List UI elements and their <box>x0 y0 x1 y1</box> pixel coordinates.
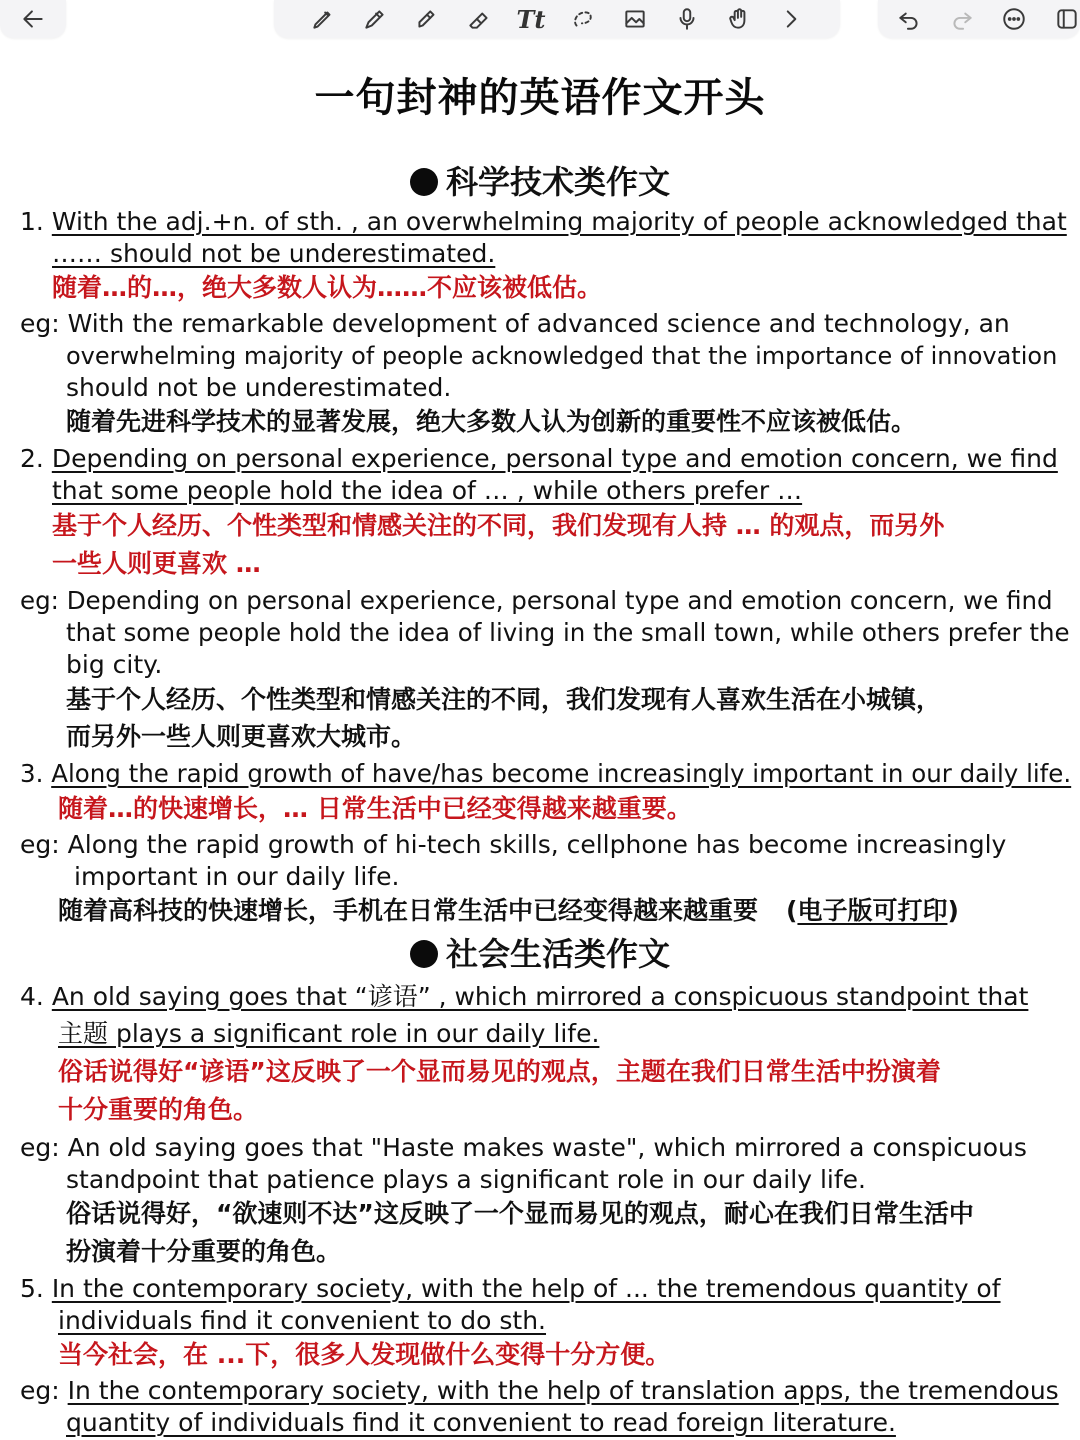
template-translation: 随着…的…，绝大多数人认为……不应该被低估。 <box>52 273 603 302</box>
image-icon[interactable] <box>620 4 650 34</box>
redo-icon[interactable] <box>949 4 976 34</box>
page-title: 一句封神的英语作文开头 <box>314 75 766 121</box>
template-translation: 俗话说得好“谚语”这反映了一个显而易见的观点，主题在我们日常生活中扮演着 <box>58 1057 941 1086</box>
printable-note-link[interactable]: 电子版可打印 <box>797 896 948 925</box>
item-4-heading: 4. An old saying goes that “谚语” , which mirrored a conspicuous standpoint that <box>20 982 1029 1011</box>
template-sentence-cont: …… should not be underestimated. <box>52 239 496 268</box>
example-translation: 随着高科技的快速增长，手机在日常生活中已经变得越来越重要 (电子版可打印) <box>58 896 959 925</box>
more-icon[interactable] <box>1001 4 1028 34</box>
pen-icon[interactable] <box>308 4 338 34</box>
tool-palette <box>274 0 840 38</box>
example-line: eg: With the remarkable development of advanced science and technology, an <box>20 309 1010 338</box>
hand-gesture-icon[interactable] <box>724 4 754 34</box>
example-line: quantity of individuals find it convenient to read foreign literature. <box>66 1408 896 1437</box>
chevron-right-icon[interactable] <box>776 4 806 34</box>
item-5-heading: 5. In the contemporary society, with the help of ... the tremendous quantity of <box>20 1274 1001 1303</box>
example-translation: 随着先进科学技术的显著发展，绝大多数人认为创新的重要性不应该被低估。 <box>66 407 917 436</box>
back-arrow-icon <box>18 4 48 34</box>
text-tool-icon[interactable]: Tt <box>516 4 546 34</box>
template-sentence-cont: that some people hold the idea of … , while others prefer … <box>52 476 803 505</box>
template-translation: 一些人则更喜欢 … <box>52 549 261 578</box>
template-translation: 十分重要的角色。 <box>58 1095 259 1124</box>
template-translation: 当今社会，在 ...下，很多人发现做什么变得十分方便。 <box>58 1340 671 1369</box>
action-bar <box>878 0 1080 38</box>
example-line: that some people hold the idea of living in the small town, while others prefer the <box>66 618 1070 647</box>
pencil-icon[interactable] <box>360 4 390 34</box>
undo-icon[interactable] <box>896 4 923 34</box>
toolbar <box>0 0 1080 40</box>
lasso-icon[interactable] <box>568 4 598 34</box>
item-2-heading: 2. Depending on personal experience, personal type and emotion concern, we find <box>20 444 1058 473</box>
template-translation: 基于个人经历、个性类型和情感关注的不同，我们发现有人持 … 的观点，而另外 <box>52 511 945 540</box>
bullet-dot-icon <box>410 940 438 968</box>
pages-icon[interactable] <box>1054 4 1080 34</box>
highlighter-icon[interactable] <box>412 4 442 34</box>
example-line: should not be underestimated. <box>66 373 452 402</box>
example-line: standpoint that patience plays a significant role in our daily life. <box>66 1165 866 1194</box>
template-sentence-cont: individuals find it convenient to do sth. <box>58 1306 547 1335</box>
section-heading-science: 科学技术类作文 <box>0 162 1080 202</box>
example-line: eg: In the contemporary society, with the help of translation apps, the tremendous <box>20 1376 1059 1405</box>
example-translation: 基于个人经历、个性类型和情感关注的不同，我们发现有人喜欢生活在小城镇， <box>66 685 942 714</box>
item-1-heading: 1. With the adj.+n. of sth. , an overwhelming majority of people acknowledged that <box>20 207 1067 236</box>
example-line: eg: Along the rapid growth of hi-tech skills, cellphone has become increasingly <box>20 830 1007 859</box>
microphone-icon[interactable] <box>672 4 702 34</box>
example-line: overwhelming majority of people acknowledged that the importance of innovation <box>66 342 1058 370</box>
example-line: big city. <box>66 650 163 679</box>
example-translation: 而另外一些人则更喜欢大城市。 <box>66 722 417 751</box>
template-translation: 随着…的快速增长，… 日常生活中已经变得越来越重要。 <box>58 794 692 823</box>
section-heading-society: 社会生活类作文 <box>0 934 1080 974</box>
template-sentence: With the adj.+n. of sth. , an overwhelming majority of people acknowledged that <box>51 207 1067 236</box>
item-3-heading: 3. Along the rapid growth of have/has become increasingly important in our daily life. <box>20 759 1072 788</box>
back-button[interactable] <box>0 0 66 38</box>
example-line: eg: An old saying goes that "Haste makes waste", which mirrored a conspicuous <box>20 1133 1027 1162</box>
example-line: important in our daily life. <box>74 862 400 891</box>
eraser-icon[interactable] <box>464 4 494 34</box>
example-line: eg: Depending on personal experience, personal type and emotion concern, we find <box>20 586 1053 615</box>
example-translation: 扮演着十分重要的角色。 <box>66 1237 342 1266</box>
bullet-dot-icon <box>410 168 438 196</box>
example-translation: 俗话说得好，“欲速则不达”这反映了一个显而易见的观点，耐心在我们日常生活中 <box>66 1199 974 1228</box>
template-sentence-cont: 主题 plays a significant role in our daily life. <box>58 1019 600 1048</box>
